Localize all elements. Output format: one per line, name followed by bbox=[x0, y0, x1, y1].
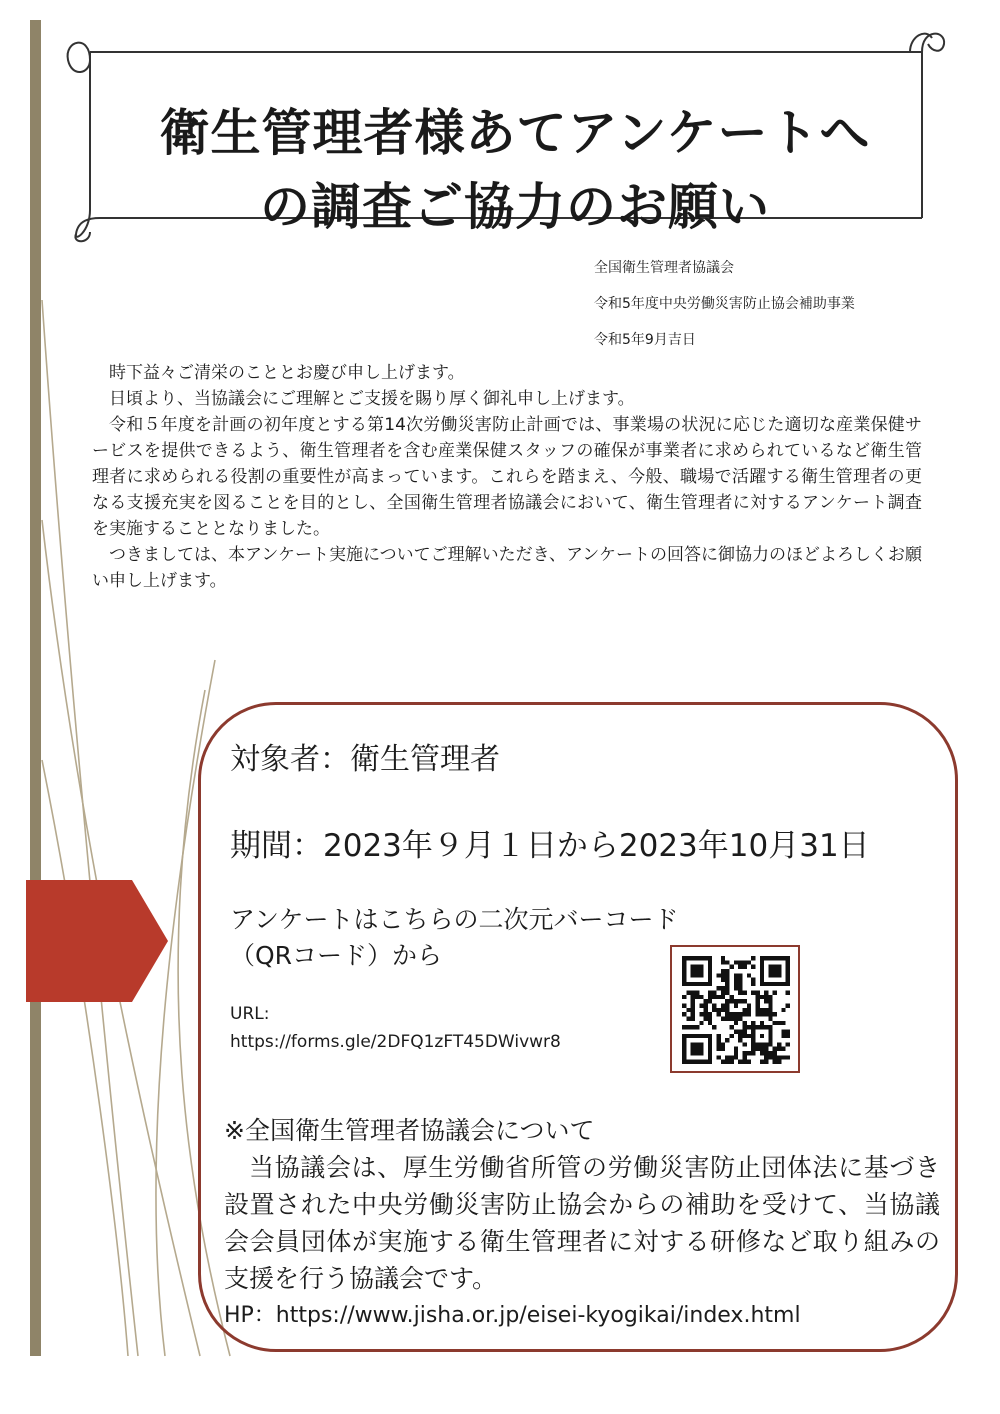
qr-code-icon bbox=[681, 956, 791, 1064]
survey-instructions bbox=[230, 902, 679, 974]
survey-period: 期間：2023年９月１日から2023年10月31日 bbox=[230, 828, 870, 864]
title-line-2: の調査ご協力のお願い bbox=[260, 177, 770, 236]
survey-instruction-line-2: （QRコード）から bbox=[230, 941, 443, 970]
survey-url-block bbox=[230, 1000, 561, 1056]
red-arrow-tab bbox=[26, 880, 168, 1002]
request-paragraph: つきましては、本アンケート実施についてご理解いただき、アンケートの回答に御協力のほどよろしくお願い申し上げます。 bbox=[92, 545, 922, 591]
issuer-program: 令和5年度中央労働災害防止協会補助事業 bbox=[594, 296, 855, 312]
survey-instruction-line-1: アンケートはこちらの二次元バーコード bbox=[230, 905, 679, 934]
url-label: URL: bbox=[230, 1004, 270, 1024]
letter-body bbox=[92, 360, 922, 594]
purpose-paragraph: 令和５年度を計画の初年度とする第14次労働災害防止計画では、事業場の状況に応じた適切な産業保健サービスを提供できるよう、衛生管理者を含む産業保健スタッフの確保が事業者に求められているなど衛生管理者に求められる役割の重要性が高まっています。これらを踏まえ、今般、職場で活躍する衛生管理者の更なる支援充実を図ることを目的とし、全国衛生管理者協議会において、衛生管理者に対するアンケート調査を実施することとなりました。 bbox=[92, 415, 922, 539]
title-line-1: 衛生管理者様あてアンケートへ bbox=[159, 103, 871, 162]
issue-date: 令和5年9月吉日 bbox=[594, 332, 696, 348]
left-stripe bbox=[30, 20, 41, 1356]
about-section bbox=[224, 1112, 940, 1334]
issuer-info bbox=[594, 250, 855, 358]
qr-code[interactable] bbox=[670, 945, 800, 1073]
about-description: 当協議会は、厚生労働省所管の労働災害防止団体法に基づき設置された中央労働災害防止協会からの補助を受けて、当協議会会員団体が実施する衛生管理者に対する研修など取り組みの支援を行う協議会です。 bbox=[224, 1153, 940, 1293]
about-heading: ※全国衛生管理者協議会について bbox=[224, 1116, 595, 1145]
homepage-link[interactable]: HP：https://www.jisha.or.jp/eisei-kyogikai/index.html bbox=[224, 1303, 801, 1328]
issuer-organization: 全国衛生管理者協議会 bbox=[594, 260, 734, 276]
survey-url-link[interactable]: https://forms.gle/2DFQ1zFT45DWivwr8 bbox=[230, 1032, 561, 1052]
survey-target: 対象者：衛生管理者 bbox=[230, 742, 500, 777]
greeting-paragraph: 時下益々ご清栄のこととお慶び申し上げます。 bbox=[109, 363, 465, 383]
page-title bbox=[95, 96, 935, 244]
thanks-paragraph: 日頃より、当協議会にご理解とご支援を賜り厚く御礼申し上げます。 bbox=[109, 389, 635, 409]
